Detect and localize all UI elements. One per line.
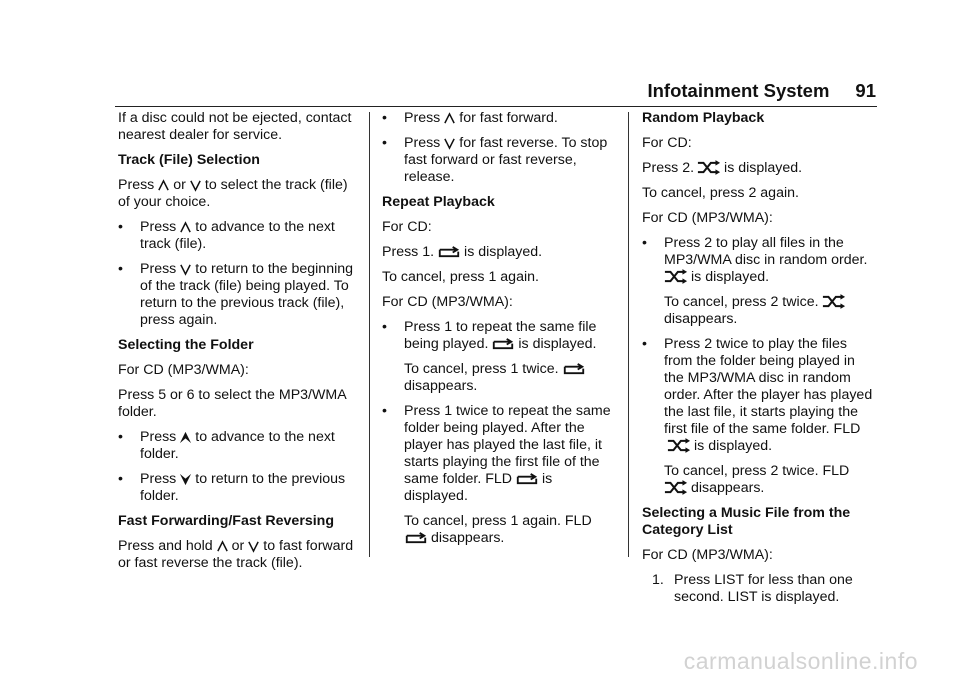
chevron-up-icon: [443, 112, 456, 125]
list-item: • Press to advance to the next track (file).: [118, 219, 335, 252]
repeat-folder-cancel: To cancel, press 1 again. FLD disappears.: [404, 513, 592, 546]
page-header: [600, 80, 876, 102]
chevron-down-icon: [189, 179, 202, 192]
list-item: • Press 1 twice to repeat the same folder being played. After the player has played the last file, it starts playing the first file of the same folder. FLD is displayed.: [382, 403, 611, 504]
list-item: • Press 2 twice to play the files from the folder being played in the MP3/WMA disc in random order. After the player has played the last file, it starts playing the first file of the same folder. FLD is displayed.: [642, 336, 873, 454]
list-item: • Press 1 to repeat the same file being played. is displayed.: [382, 319, 597, 352]
fast-forward-text: Press and hold or to fast forward or fast reverse the track (file).: [118, 538, 354, 571]
chevron-up-icon: [157, 179, 170, 192]
list-item: 1. Press LIST for less than one second. LIST is displayed.: [652, 572, 853, 605]
heading-repeat-playback: Repeat Playback: [382, 194, 495, 210]
list-item: • Press for fast reverse. To stop fast forward or fast reverse, release.: [382, 135, 608, 185]
folder-for-cd: For CD (MP3/WMA):: [118, 362, 249, 378]
column-1: [118, 110, 358, 580]
folder-select-text: Press 5 or 6 to select the MP3/WMA folder.: [118, 387, 346, 420]
header-rule: [115, 106, 877, 107]
shuffle-icon: [664, 480, 688, 495]
watermark: carmanualsonline.info: [683, 648, 918, 674]
heading-random-playback: Random Playback: [642, 110, 765, 126]
list-item: • Press for fast forward.: [382, 110, 558, 126]
heading-track-selection: Track (File) Selection: [118, 152, 260, 168]
repeat-file-cancel: To cancel, press 1 twice. disappears.: [404, 361, 618, 395]
column-3: [642, 110, 878, 614]
shuffle-icon: [667, 438, 691, 453]
list-item: • Press 2 to play all files in the MP3/WMA disc in random order. is displayed.: [642, 235, 868, 285]
shuffle-icon: [822, 294, 846, 309]
repeat-icon: [562, 363, 586, 376]
column-2: [382, 110, 618, 555]
music-for-mp3: For CD (MP3/WMA):: [642, 547, 773, 563]
column-divider-2: [628, 112, 629, 557]
repeat-cancel: To cancel, press 1 again.: [382, 269, 539, 285]
section-title: Infotainment System: [647, 80, 830, 101]
chevron-up-icon: [179, 221, 192, 234]
repeat-for-mp3: For CD (MP3/WMA):: [382, 294, 513, 310]
folder-down-icon: [179, 473, 192, 486]
page-number: 91: [855, 80, 876, 101]
repeat-icon: [404, 532, 428, 545]
repeat-icon: [491, 338, 515, 351]
heading-music-category: Selecting a Music File from the Category List: [642, 505, 851, 538]
random-all-cancel: To cancel, press 2 twice. disappears.: [664, 294, 878, 328]
repeat-icon: [437, 246, 461, 259]
list-item: • Press to advance to the next folder.: [118, 429, 335, 462]
disc-eject-note: If a disc could not be ejected, contact nearest dealer for service.: [118, 110, 352, 143]
chevron-up-icon: [216, 540, 229, 553]
repeat-for-cd: For CD:: [382, 219, 432, 235]
shuffle-icon: [697, 160, 721, 175]
heading-selecting-folder: Selecting the Folder: [118, 337, 254, 353]
list-item: • Press to return to the beginning of the track (file) being played. To return to the previous track (file), press again.: [118, 261, 354, 328]
random-press-2: Press 2. is displayed.: [642, 160, 803, 176]
column-divider-1: [369, 112, 370, 557]
folder-up-icon: [179, 431, 192, 444]
track-selection-text: Press or to select the track (file) of your choice.: [118, 177, 348, 210]
chevron-down-icon: [443, 137, 456, 150]
repeat-icon: [515, 473, 539, 486]
random-for-mp3: For CD (MP3/WMA):: [642, 210, 773, 226]
shuffle-icon: [664, 269, 688, 284]
random-folder-cancel: To cancel, press 2 twice. FLD disappears.: [664, 463, 850, 496]
heading-fast-forward-reverse: Fast Forwarding/Fast Reversing: [118, 513, 335, 529]
list-item: • Press to return to the previous folder.: [118, 471, 346, 504]
random-cancel: To cancel, press 2 again.: [642, 185, 799, 201]
random-for-cd: For CD:: [642, 135, 692, 151]
repeat-press-1: Press 1. is displayed.: [382, 244, 543, 260]
chevron-down-icon: [179, 263, 192, 276]
chevron-down-icon: [247, 540, 260, 553]
